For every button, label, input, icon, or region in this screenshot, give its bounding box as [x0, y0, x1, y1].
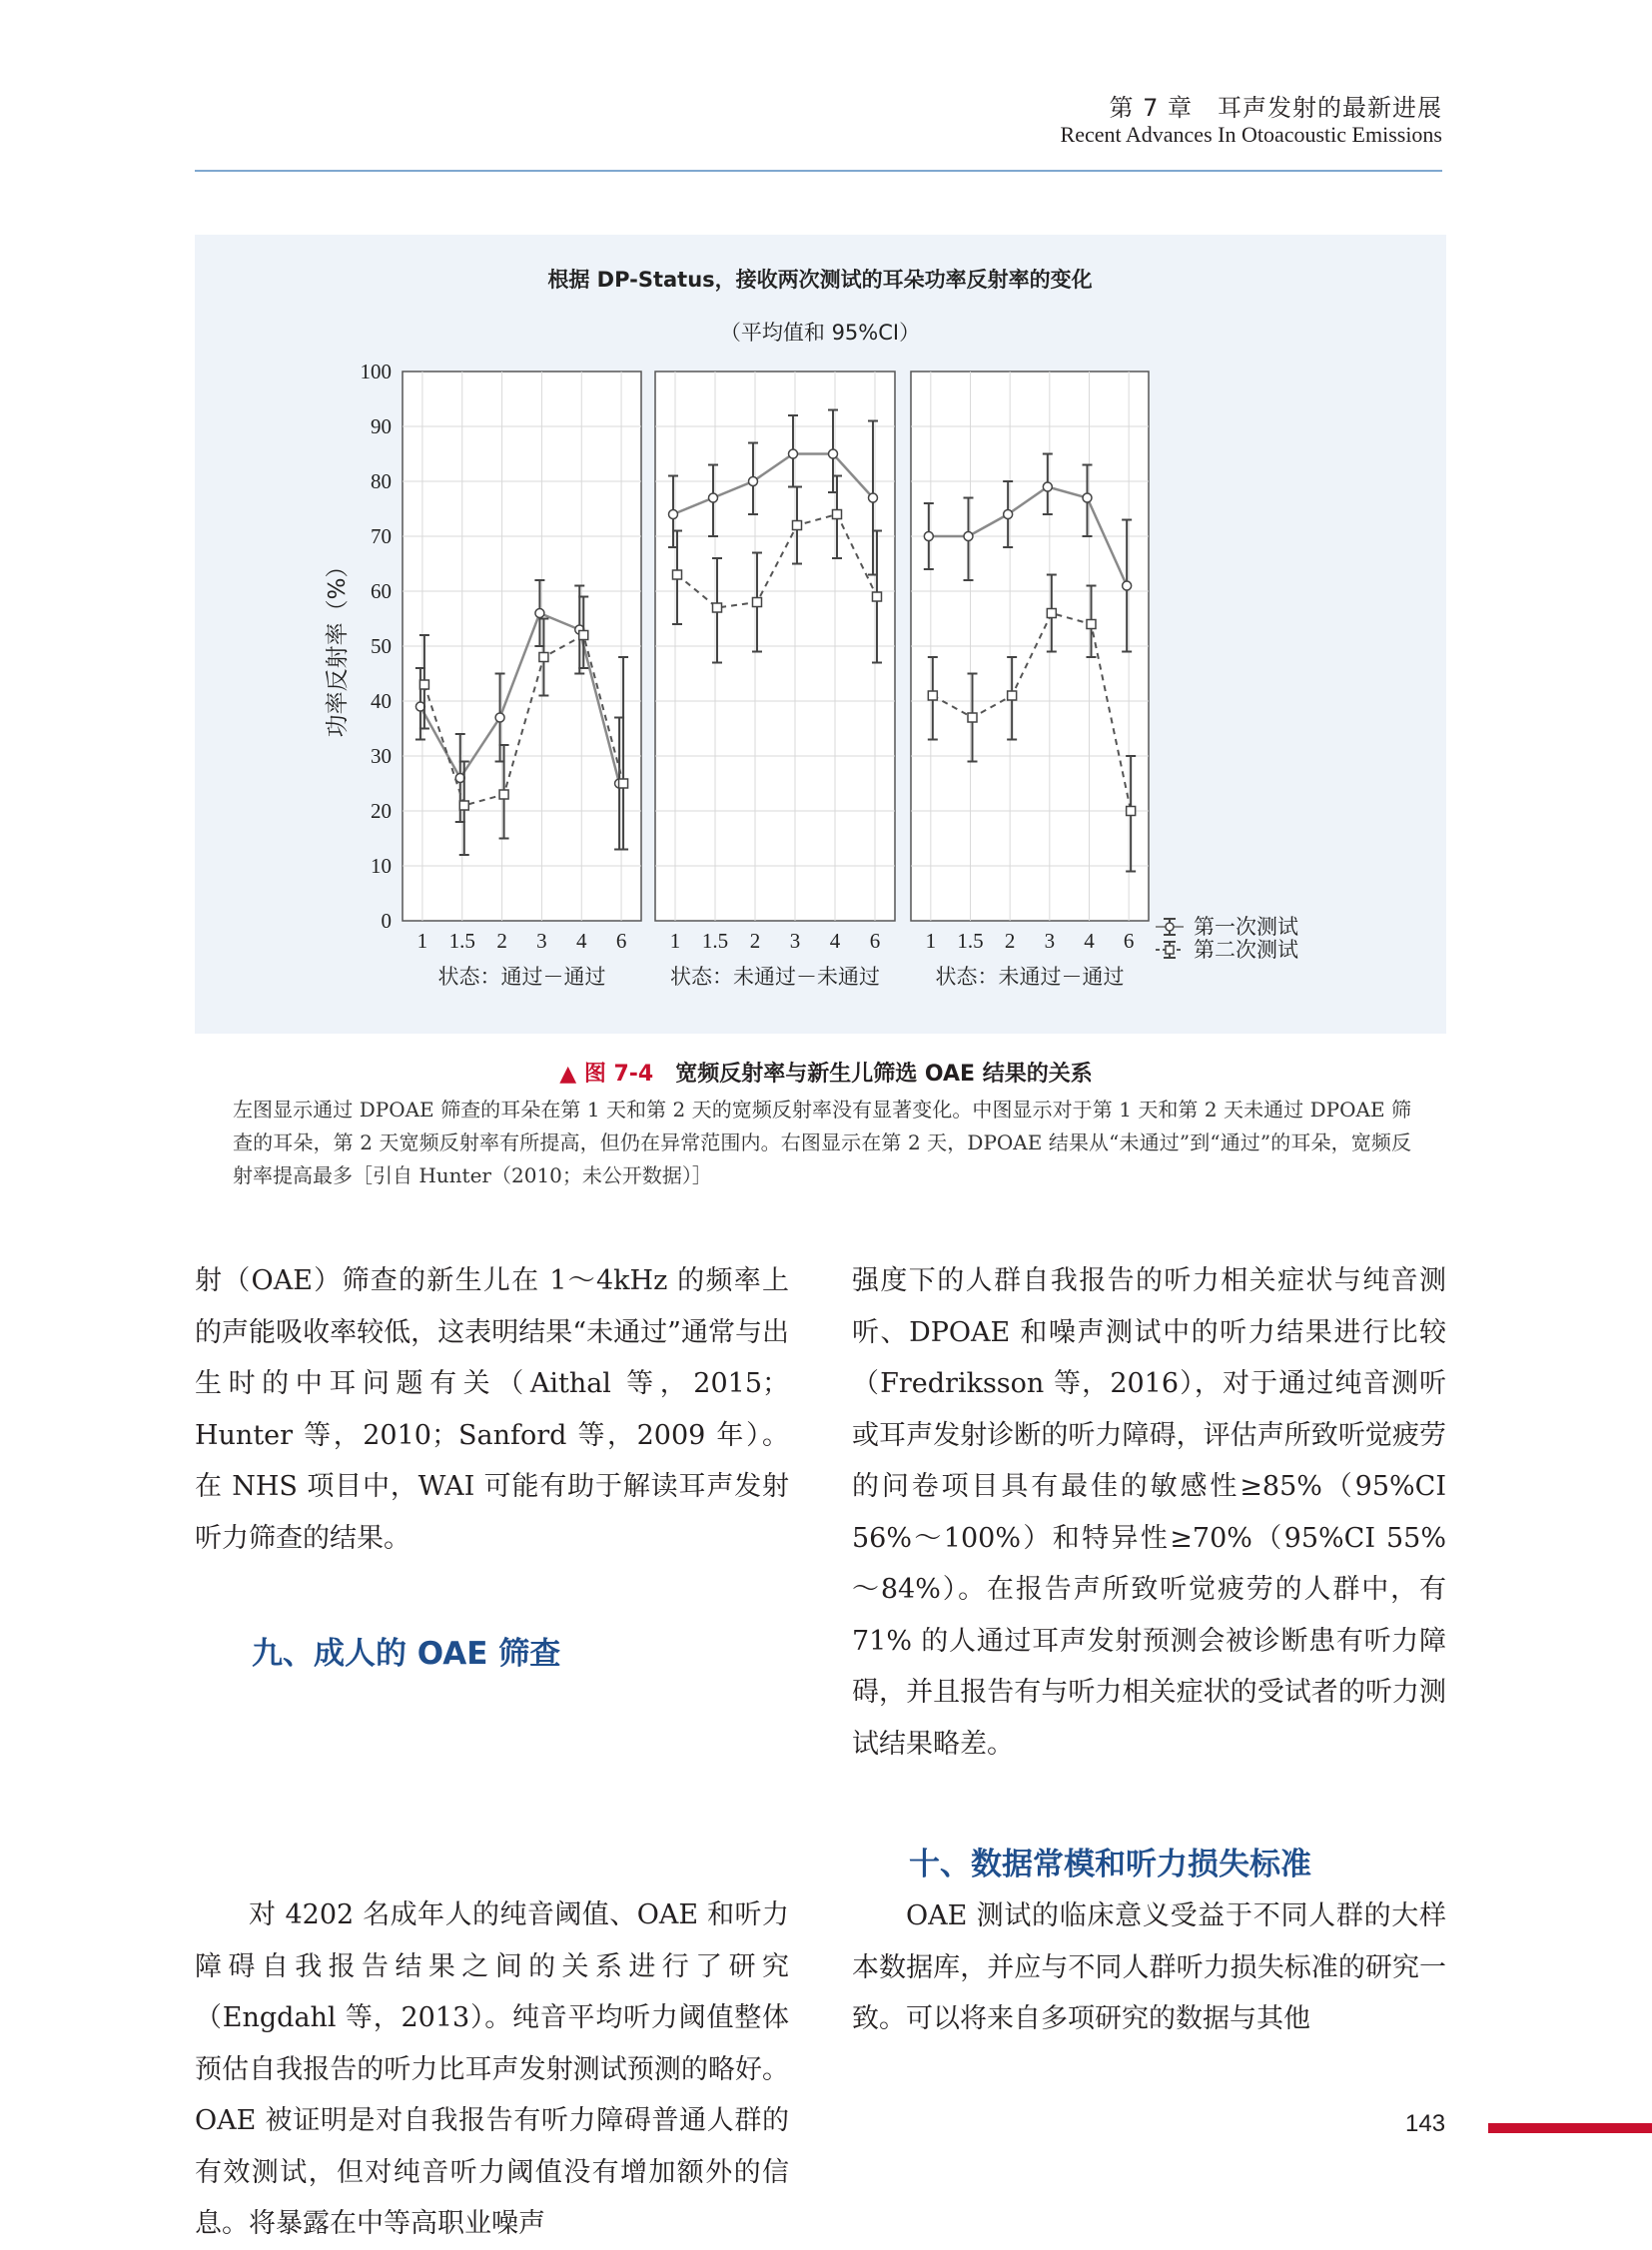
reflectance-chart [195, 235, 1446, 1034]
data-point [1043, 482, 1052, 491]
left-column [195, 1255, 789, 2250]
data-point [668, 510, 677, 519]
data-point [788, 449, 797, 458]
data-point [968, 713, 977, 722]
chart-subtitle: （平均值和 95%CI） [719, 321, 921, 345]
panel-label: 状态：未通过－通过 [935, 965, 1125, 989]
x-tick-label: 2 [749, 929, 761, 953]
data-point [1083, 493, 1092, 502]
chart-title: 根据 DP-Status，接收两次测试的耳朵功率反射率的变化 [547, 268, 1093, 292]
x-tick-label: 6 [615, 929, 627, 953]
panel-label: 状态：未通过－未通过 [670, 965, 880, 989]
header-rule [195, 170, 1442, 172]
page-accent-bar [1488, 2123, 1652, 2133]
data-point [1087, 620, 1096, 629]
y-tick-label: 0 [381, 909, 392, 933]
data-point [672, 570, 681, 579]
data-point [535, 609, 544, 618]
x-tick-label: 2 [1004, 929, 1016, 953]
left-paragraph-2: 对 4202 名成年人的纯音阈值、OAE 和听力障碍自我报告结果之间的关系进行了研究（Engdahl 等，2013）。纯音平均听力阈值整体预估自我报告的听力比耳声发射测试预测的略好。OAE 被证明是对自我报告有听力障碍普通人群的有效测试，但对纯音听力阈值没有增加额外的信息。将暴露在中等高职业噪声 [195, 1899, 789, 2239]
page-number: 143 [1405, 2110, 1446, 2137]
data-point [495, 713, 504, 722]
x-tick-label: 1 [669, 929, 681, 953]
x-tick-label: 6 [869, 929, 881, 953]
data-point [752, 598, 761, 607]
data-point [1004, 510, 1013, 519]
data-point [1047, 609, 1056, 618]
data-point [1123, 581, 1132, 590]
x-tick-label: 3 [1044, 929, 1056, 953]
right-paragraph-2: OAE 测试的临床意义受益于不同人群的大样本数据库，并应与不同人群听力损失标准的研究一致。可以将来自多项研究的数据与其他 [852, 1900, 1446, 2034]
running-head-english: Recent Advances In Otoacoustic Emissions [1060, 122, 1442, 147]
panel-label: 状态：通过－通过 [437, 965, 606, 989]
data-point [419, 680, 428, 689]
y-tick-label: 10 [371, 854, 392, 878]
data-point [459, 801, 468, 810]
data-point [709, 493, 718, 502]
x-tick-label: 2 [496, 929, 507, 953]
y-tick-label: 80 [371, 469, 392, 493]
y-tick-label: 30 [371, 744, 392, 768]
y-tick-label: 90 [371, 414, 392, 438]
left-paragraph-1: 射（OAE）筛查的新生儿在 1～4kHz 的频率上的声能吸收率较低，这表明结果“未通过”通常与出生时的中耳问题有关（Aithal 等，2015；Hunter 等，2010；Sanford 等，2009 年）。在 NHS 项目中，WAI 可能有助于解读耳声发射听力筛查的结果。 [195, 1265, 789, 1554]
right-paragraph-1: 强度下的人群自我报告的听力相关症状与纯音测听、DPOAE 和噪声测试中的听力结果进行比较（Fredriksson 等，2016），对于通过纯音测听或耳声发射诊断的听力障碍，评估声所致听觉疲劳的问卷项目具有最佳的敏感性≥85%（95%CI 56%～100%）和特异性≥70%（95%CI 55%～84%）。在报告声所致听觉疲劳的人群中，有 71% 的人通过耳声发射预测会被诊断患有听力障碍，并且报告有与听力相关症状的受试者的听力测试结果略差。 [852, 1265, 1446, 1760]
x-tick-label: 3 [536, 929, 547, 953]
x-tick-label: 1.5 [957, 929, 984, 953]
data-point [868, 493, 877, 502]
data-point [748, 477, 757, 486]
x-tick-label: 4 [829, 929, 841, 953]
figure-panel [195, 235, 1446, 1034]
data-point [964, 532, 973, 541]
x-tick-label: 4 [1084, 929, 1095, 953]
data-point [539, 653, 548, 662]
data-point [1008, 691, 1017, 700]
legend-label: 第一次测试 [1194, 915, 1298, 939]
section-heading-9: 九、成人的 OAE 筛查 [252, 1636, 561, 1672]
x-tick-label: 1 [416, 929, 428, 953]
data-point [833, 510, 842, 519]
data-point [872, 592, 881, 601]
x-tick-label: 1 [925, 929, 937, 953]
x-tick-label: 1.5 [701, 929, 729, 953]
y-tick-label: 70 [371, 524, 392, 548]
data-point [1127, 807, 1136, 816]
data-point [792, 521, 801, 530]
data-point [579, 631, 588, 640]
right-column [852, 1255, 1446, 2045]
figure-caption-title [0, 1057, 1652, 1088]
y-tick-label: 40 [371, 689, 392, 713]
y-tick-label: 100 [360, 360, 392, 383]
y-tick-label: 60 [371, 579, 392, 603]
figure-title-text: 宽频反射率与新生儿筛选 OAE 结果的关系 [675, 1062, 1093, 1087]
legend-marker [1166, 946, 1174, 954]
y-tick-label: 20 [371, 799, 392, 823]
data-point [499, 790, 508, 799]
x-tick-label: 1.5 [448, 929, 475, 953]
running-head-chapter: 第 7 章 耳声发射的最新进展 [1109, 94, 1442, 122]
x-tick-label: 6 [1123, 929, 1135, 953]
y-tick-label: 50 [371, 634, 392, 658]
legend-label: 第二次测试 [1194, 938, 1298, 962]
legend-marker [1166, 923, 1174, 931]
x-tick-label: 3 [789, 929, 801, 953]
data-point [713, 603, 722, 612]
data-point [928, 691, 937, 700]
data-point [924, 532, 933, 541]
figure-caption-body: 左图显示通过 DPOAE 筛查的耳朵在第 1 天和第 2 天的宽频反射率没有显著变化。中图显示对于第 1 天和第 2 天未通过 DPOAE 筛查的耳朵，第 2 天宽频反射率有所提高，但仍在异常范围内。右图显示在第 2 天，DPOAE 结果从“未通过”到“通过”的耳朵，宽频反射率提高最多［引自 Hunter（2010；未公开数据）］ [233, 1098, 1411, 1187]
data-point [619, 779, 628, 788]
figure-label: ▲ 图 7-4 [559, 1062, 654, 1087]
y-axis-label: 功率反射率（%） [325, 554, 351, 738]
x-tick-label: 4 [576, 929, 587, 953]
data-point [829, 449, 838, 458]
section-heading-10: 十、数据常模和听力损失标准 [909, 1847, 1311, 1882]
